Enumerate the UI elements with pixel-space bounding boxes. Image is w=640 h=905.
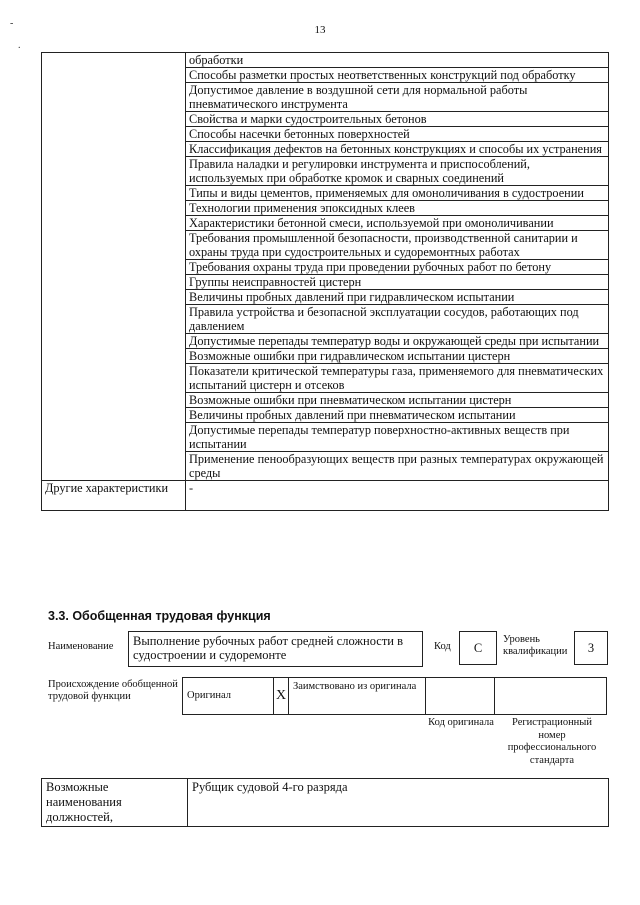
original-label: Оригинал bbox=[183, 678, 274, 715]
other-characteristics-value: - bbox=[186, 481, 609, 511]
name-label: Наименование bbox=[48, 641, 114, 652]
reg-number-cell bbox=[495, 678, 607, 715]
section-heading: 3.3. Обобщенная трудовая функция bbox=[48, 609, 271, 623]
knowledge-item: Применение пенообразующих веществ при разных температурах окружающей среды bbox=[189, 452, 604, 480]
knowledge-item: Величины пробных давлений при гидравлическом испытании bbox=[186, 290, 608, 305]
knowledge-item: Требования охраны труда при проведении рубочных работ по бетону bbox=[186, 260, 608, 275]
skills-list-cell bbox=[186, 53, 609, 481]
knowledge-item: Возможные ошибки при пневматическом испытании цистерн bbox=[186, 393, 608, 408]
code-value-box: C bbox=[459, 631, 497, 665]
knowledge-item: Способы насечки бетонных поверхностей bbox=[186, 127, 608, 142]
skills-label-cell bbox=[42, 53, 186, 481]
knowledge-item: Правила наладки и регулировки инструмента и приспособлений, используемых при обработке кромок и сварных соединений bbox=[186, 157, 608, 186]
knowledge-item: Группы неисправностей цистерн bbox=[186, 275, 608, 290]
code-label: Код bbox=[434, 641, 451, 652]
original-mark: X bbox=[274, 678, 289, 715]
skills-table bbox=[41, 52, 609, 511]
level-value-box: 3 bbox=[574, 631, 608, 665]
positions-value: Рубщик судовой 4-го разряда bbox=[188, 779, 609, 827]
margin-mark: . bbox=[18, 40, 21, 51]
function-name-box: Выполнение рубочных работ средней сложности в судостроении и судоремонте bbox=[128, 631, 423, 667]
other-characteristics-label: Другие характеристики bbox=[42, 481, 186, 511]
knowledge-item: Типы и виды цементов, применяемых для омоноличивания в судостроении bbox=[186, 186, 608, 201]
positions-table bbox=[41, 778, 609, 827]
origin-label: Происхождение обобщенной трудовой функции bbox=[48, 679, 178, 702]
positions-label: Возможные наименования должностей, bbox=[42, 779, 188, 827]
knowledge-item: Допустимое давление в воздушной сети для нормальной работы пневматического инструмента bbox=[186, 83, 608, 112]
level-label: Уровень квалификации bbox=[503, 634, 568, 657]
code-original-caption: Код оригинала bbox=[428, 717, 494, 728]
page-number: 13 bbox=[314, 24, 326, 36]
borrowed-label: Заимствовано из оригинала bbox=[289, 678, 426, 715]
origin-code-cell bbox=[426, 678, 495, 715]
knowledge-item: Возможные ошибки при гидравлическом испытании цистерн bbox=[186, 349, 608, 364]
knowledge-item: Технологии применения эпоксидных клеев bbox=[186, 201, 608, 216]
knowledge-item: Допустимые перепады температур воды и окружающей среды при испытании bbox=[186, 334, 608, 349]
reg-number-caption: Регистрационный номер профессионального стандарта bbox=[507, 717, 597, 766]
knowledge-item: Способы разметки простых неответственных конструкций под обработку bbox=[186, 68, 608, 83]
knowledge-item: обработки bbox=[186, 53, 608, 68]
knowledge-item: Показатели критической температуры газа, применяемого для пневматических испытаний цистерн и отсеков bbox=[186, 364, 608, 393]
knowledge-item: Правила устройства и безопасной эксплуатации сосудов, работающих под давлением bbox=[186, 305, 608, 334]
knowledge-item: Требования промышленной безопасности, производственной санитарии и охраны труда при судостроительных и судоремонтных работах bbox=[186, 231, 608, 260]
margin-mark: - bbox=[10, 18, 14, 29]
knowledge-item: Характеристики бетонной смеси, используемой при омоноличивании bbox=[186, 216, 608, 231]
knowledge-item: Допустимые перепады температур поверхностно-активных веществ при испытании bbox=[186, 423, 608, 452]
knowledge-item: Свойства и марки судостроительных бетонов bbox=[186, 112, 608, 127]
origin-table bbox=[182, 677, 607, 715]
knowledge-item: Классификация дефектов на бетонных конструкциях и способы их устранения bbox=[186, 142, 608, 157]
knowledge-item: Величины пробных давлений при пневматическом испытании bbox=[186, 408, 608, 423]
